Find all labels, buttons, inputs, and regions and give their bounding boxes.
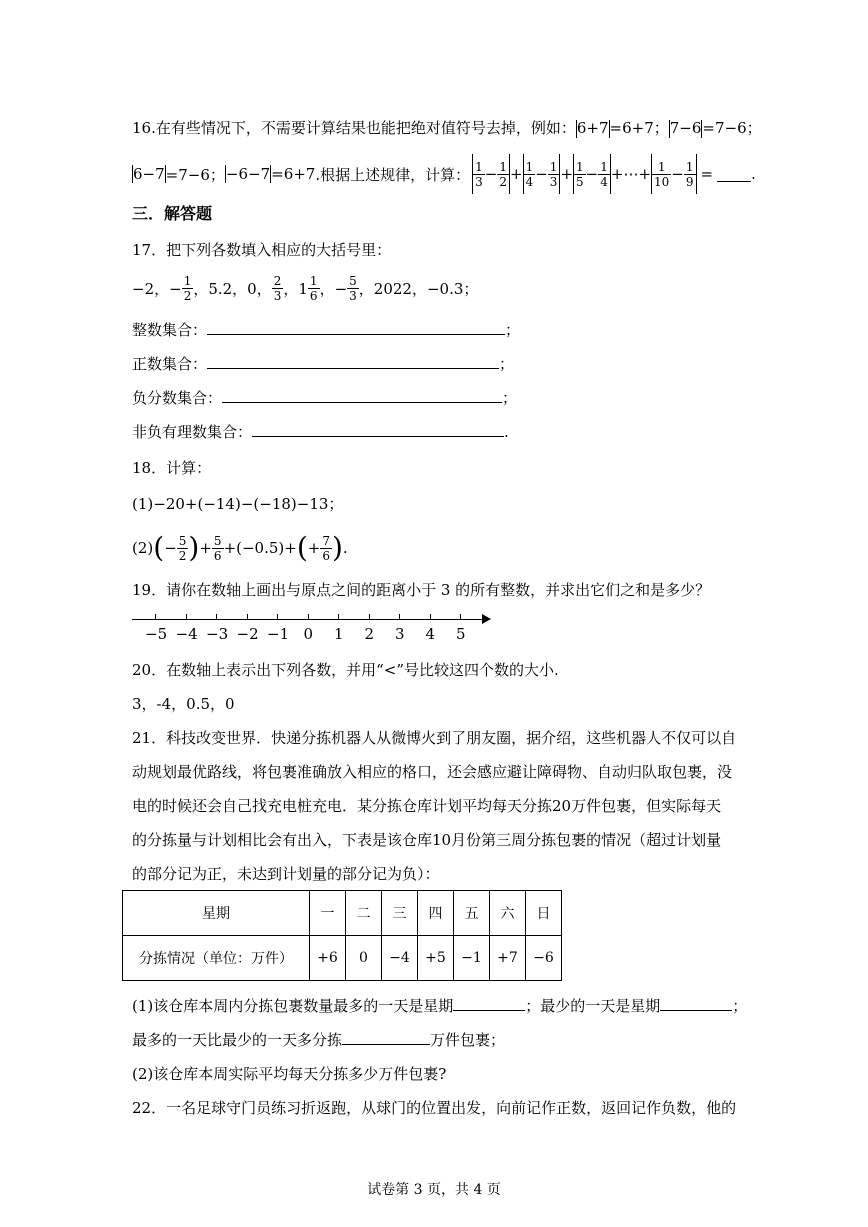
q21-sub1-text: ；最少的一天是星期	[525, 997, 661, 1015]
q21-line: 的分拣量与计划相比会有出入，下表是该仓库10月份第三周分拣包裹的情况（超过计划量	[132, 831, 722, 849]
q21-sub1-cont	[132, 1030, 505, 1050]
q16-intro: 16.在有些情况下，不需要计算结果也能把绝对值符号去掉，例如：	[132, 119, 576, 137]
set-label: 负分数集合：	[132, 389, 223, 407]
table-row	[123, 936, 562, 981]
part-label: (2)	[132, 539, 154, 557]
answer-blank[interactable]	[207, 354, 499, 369]
number-line-tick	[308, 614, 309, 620]
q16-example1-result: =6+7；	[609, 119, 669, 137]
table-value: −6	[526, 936, 562, 981]
ellipsis-sum: +⋯+	[610, 165, 652, 183]
set-label: 整数集合：	[132, 321, 208, 339]
section-heading: 三．解答题	[132, 204, 213, 223]
q20-title: 20．在数轴上表示出下列各数，并用“<”号比较这四个数的大小.	[132, 661, 559, 679]
number-line-tick	[155, 614, 156, 620]
q16-example3-inner: 6−7	[133, 165, 165, 183]
set-negative-fraction	[132, 388, 517, 408]
q16-example2-result: =7−6；	[702, 119, 762, 137]
number-line-tick	[216, 614, 217, 620]
table-value: +6	[310, 936, 346, 981]
table-day: 二	[346, 891, 382, 936]
q21-sub1	[132, 996, 747, 1016]
equals-sign: =	[700, 165, 714, 183]
expression-mid: +(−0.5)+	[223, 539, 297, 557]
q22-line: 22．一名足球守门员练习折返跑，从球门的位置出发，向前记作正数，返回记作负数，他的	[132, 1099, 737, 1117]
set-integer	[132, 320, 520, 340]
set-label: 非负有理数集合：	[132, 423, 253, 441]
number-line-tick	[430, 614, 431, 620]
q21-line: 动规划最优路线，将包裹准确放入相应的格口，还会感应避让障碍物、自动归队取包裹，没	[132, 763, 733, 781]
table-day: 六	[490, 891, 526, 936]
q21-line: 21．科技改变世界．快递分拣机器人从微博火到了朋友圈，据介绍，这些机器人不仅可以自	[132, 729, 737, 747]
number-line-label: 3	[395, 625, 405, 643]
q18-title: 18．计算：	[132, 459, 212, 477]
q17-numbers: −2，− $\frac{1}{2}$ ，5.2，0， $\frac{2}{3}$ ，1 $\frac{1}{6}$ ，− $\frac{5}{3}$ ，2022，−0.3；	[132, 273, 479, 303]
number-line-tick	[277, 614, 278, 620]
table-header-label: 星期	[123, 891, 310, 936]
table-day: 三	[382, 891, 418, 936]
q21-sub1-text: 万件包裹；	[430, 1031, 506, 1049]
q17-title: 17．把下列各数填入相应的大括号里：	[132, 241, 392, 259]
number-line-label: 5	[456, 625, 466, 643]
q21-sub1-text: 最多的一天比最少的一天多分拣	[132, 1031, 343, 1049]
q16-instruction: .根据上述规律，计算：	[315, 165, 471, 184]
set-end: ；	[499, 355, 515, 373]
set-end: ；	[502, 389, 518, 407]
arrow-right-icon	[482, 614, 491, 624]
table-value: +7	[490, 936, 526, 981]
q16-line1	[132, 118, 762, 138]
set-label: 正数集合：	[132, 355, 208, 373]
q19-title: 19．请你在数轴上画出与原点之间的距离小于 3 的所有整数，并求出它们之和是多少？	[132, 581, 711, 599]
table-value: 0	[346, 936, 382, 981]
q16-example4-inner: −6−7	[225, 165, 271, 183]
answer-blank[interactable]	[252, 422, 504, 437]
number-line-label: 4	[425, 625, 436, 643]
q21-sub1-text: (1)该仓库本周内分拣包裹数量最多的一天是星期	[132, 997, 454, 1015]
page-footer: 试卷第 3 页，共 4 页	[367, 1182, 501, 1198]
table-row-label: 分拣情况（单位：万件）	[123, 936, 310, 981]
q20-numbers: 3，-4，0.5，0	[132, 695, 235, 713]
plus-sign: +	[560, 165, 574, 183]
plus-sign: +	[199, 539, 212, 557]
number-line-tick	[460, 614, 461, 620]
table-day: 日	[526, 891, 562, 936]
table-header-row	[123, 891, 562, 936]
q16-line2: 6−7 =7−6； −6−7 =6+7 .根据上述规律，计算： $\frac{1}{3}$ − $\frac{1}{2}$ + $\frac{1}{4}$ − $\frac{1}{3}$ + $\frac{1}{5}$ − $\frac{1}{4}$ +⋯+ $\frac{1}{10}$ − $\frac{1}{9}$ = .	[132, 152, 756, 196]
q21-sub2: (2)该仓库本周实际平均每天分拣多少万件包裹?	[132, 1065, 447, 1083]
q17-numbers-end: ，2022，−0.3；	[358, 279, 479, 298]
answer-blank[interactable]	[222, 388, 502, 403]
q16-example3-result: =7−6；	[165, 165, 225, 184]
number-line-tick	[399, 614, 400, 620]
number-line-label: −3	[206, 625, 229, 643]
number-line-label: −4	[175, 625, 198, 643]
number-line-tick	[247, 614, 248, 620]
q16-example2-inner: 7−6	[669, 119, 702, 137]
number-line-label: −5	[145, 625, 168, 643]
q21-line: 电的时候还会自己找充电桩充电．某分拣仓库计划平均每天分拣20万件包裹，但实际每天	[132, 797, 722, 815]
table-day: 四	[418, 891, 454, 936]
answer-blank[interactable]	[717, 167, 751, 182]
plus-sign: +	[510, 165, 523, 183]
answer-blank[interactable]	[453, 996, 525, 1011]
q18-part1: (1)−20+(−14)−(−18)−13；	[132, 495, 344, 513]
q16-example4-result: =6+7	[271, 165, 316, 183]
table-day: 五	[454, 891, 490, 936]
q18-part2: (2) ( − $\frac{5}{2}$ ) + $\frac{5}{6}$ +(−0.5)+ ( + $\frac{7}{6}$ ) .	[132, 531, 348, 564]
number-line-label: −1	[267, 625, 290, 643]
number-line-tick	[186, 614, 187, 620]
set-end: ；	[505, 321, 521, 339]
sorting-table	[122, 890, 562, 981]
q17-numbers-part: ，5.2，0，	[193, 279, 272, 298]
q16-example1-inner: 6+7	[576, 119, 609, 137]
number-line-label: 1	[334, 625, 344, 643]
q21-line: 的部分记为正，未达到计划量的部分记为负）：	[132, 865, 440, 883]
set-end: .	[504, 423, 509, 441]
table-value: −4	[382, 936, 418, 981]
number-line-tick	[369, 614, 370, 620]
table-value: +5	[418, 936, 454, 981]
answer-blank[interactable]	[207, 320, 505, 335]
number-line-label: −2	[236, 625, 259, 643]
number-line-tick	[338, 614, 339, 620]
set-positive	[132, 354, 514, 374]
number-line-label: 2	[364, 625, 375, 643]
answer-blank[interactable]	[342, 1030, 430, 1045]
table-value: −1	[454, 936, 490, 981]
table-day: 一	[310, 891, 346, 936]
period: .	[751, 165, 756, 183]
period: .	[342, 539, 348, 557]
q21-sub1-text: ；	[732, 997, 748, 1015]
number-line-label: 0	[303, 625, 314, 643]
set-nonnegative-rational	[132, 422, 509, 442]
answer-blank[interactable]	[660, 996, 732, 1011]
